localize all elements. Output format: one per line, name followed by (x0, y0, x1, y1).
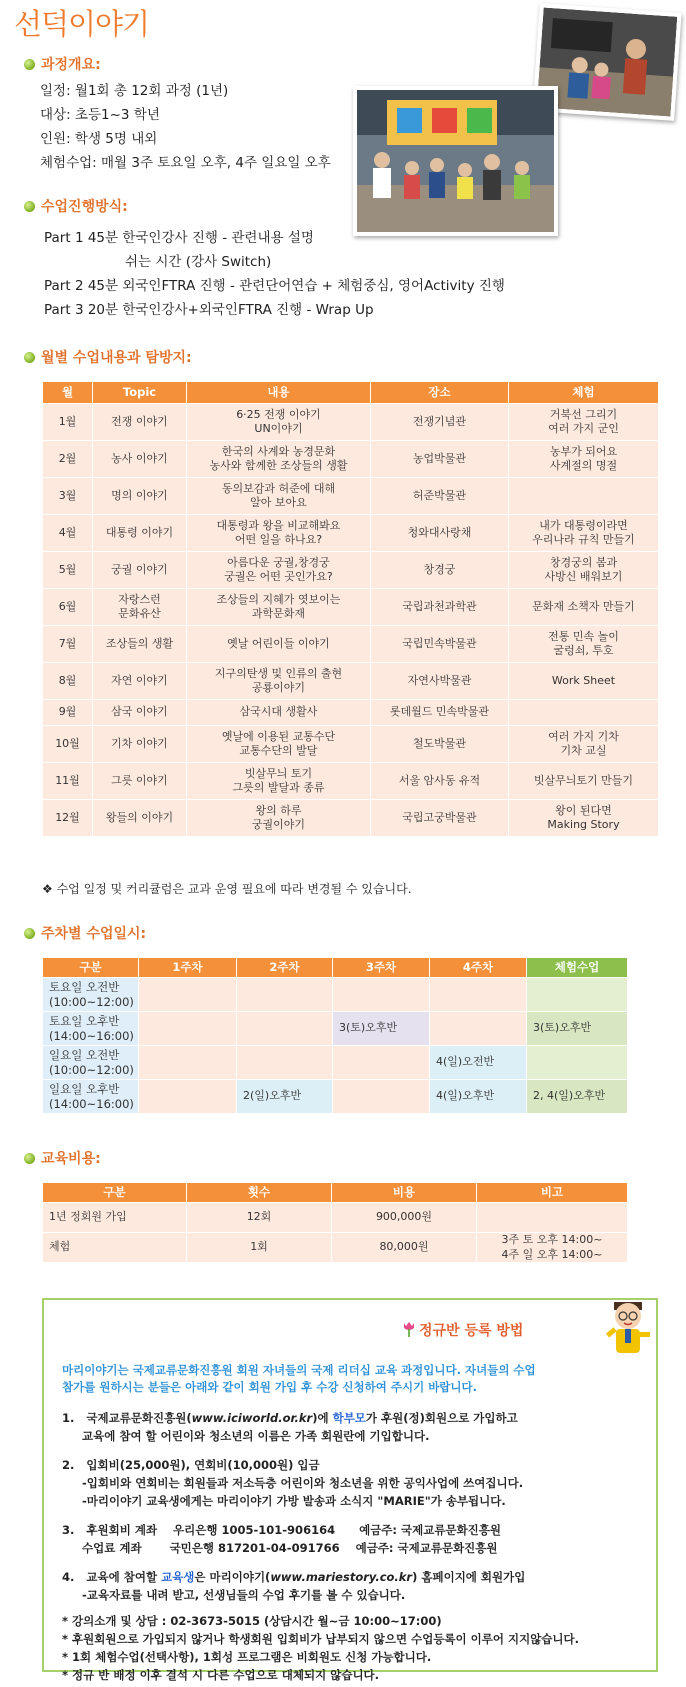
table-cell: 롯데월드 민속박물관 (371, 700, 509, 726)
table-cell: 2(일)오후반 (237, 1080, 333, 1114)
table-row (43, 700, 659, 726)
bullet-dot-icon (24, 201, 35, 212)
table-cell: 토요일 오후반 (14:00~16:00) (43, 1012, 139, 1046)
table-row (43, 478, 659, 515)
table-cell (430, 1012, 527, 1046)
table-cell: 11월 (43, 763, 93, 800)
table-cell: 농사 이야기 (93, 441, 187, 478)
step-4: 4. 교육에 참여할 교육생은 마리이야기(www.mariestory.co.kr) 홈페이지에 회원가입 (62, 1570, 526, 1584)
table-cell: 내가 대통령이라면 우리나라 규칙 만들기 (509, 515, 659, 552)
table-cell: 6월 (43, 589, 93, 626)
monthly-heading: 월별 수업내용과 탐방지: (24, 347, 192, 367)
cost-table (42, 1182, 628, 1263)
table-cell: 문화재 소책자 만들기 (509, 589, 659, 626)
registration-note: * 1회 체험수업(선택사항), 1회성 프로그램은 비회원도 신청 가능합니다. (62, 1650, 432, 1664)
table-cell (139, 1046, 237, 1080)
table-cell: 국립고궁박물관 (371, 800, 509, 837)
table-cell: 그릇 이야기 (93, 763, 187, 800)
table-cell: 빗살무늬토기 만들기 (509, 763, 659, 800)
table-cell: 아름다운 궁궐,창경궁 궁궐은 어떤 곳인가요? (187, 552, 371, 589)
table-cell: 2, 4(일)오후반 (527, 1080, 628, 1114)
table-cell: 7월 (43, 626, 93, 663)
table-cell: 12회 (187, 1203, 332, 1233)
table-cell: 4(일)오후반 (430, 1080, 527, 1114)
table-cell: 자연사박물관 (371, 663, 509, 700)
bullet-dot-icon (24, 1153, 35, 1164)
table-row (43, 663, 659, 700)
table-row (43, 1012, 628, 1046)
table-cell: 900,000원 (332, 1203, 477, 1233)
table-header-cell: 내용 (187, 382, 371, 404)
table-cell: 일요일 오후반 (14:00~16:00) (43, 1080, 139, 1114)
activity-photo-1 (353, 86, 558, 236)
table-cell: 80,000원 (332, 1233, 477, 1263)
table-header-cell: 장소 (371, 382, 509, 404)
step-3: 3. 후원회비 계좌 우리은행 1005-101-906164 예금주: 국제교류문화진흥원 (62, 1523, 502, 1537)
weekly-heading: 주차별 수업일시: (24, 923, 146, 943)
table-cell: 3주 토 오후 14:00~ 4주 일 오후 14:00~ (477, 1233, 628, 1263)
table-cell: 2월 (43, 441, 93, 478)
table-cell: 조상들의 지혜가 엿보이는 과학문화재 (187, 589, 371, 626)
table-cell: 서울 암사동 유적 (371, 763, 509, 800)
overview-line: 인원: 학생 5명 내외 (40, 131, 158, 147)
table-cell: 옛날에 이용된 교통수단 교통수단의 발달 (187, 726, 371, 763)
step-1-detail: 교육에 참여 할 어린이와 청소년의 이름은 가족 회원란에 기입합니다. (82, 1429, 430, 1443)
table-cell: 8월 (43, 663, 93, 700)
table-cell: 3월 (43, 478, 93, 515)
table-cell: 왕들의 이야기 (93, 800, 187, 837)
table-cell (139, 1080, 237, 1114)
table-cell: 3(토)오후반 (527, 1012, 628, 1046)
table-cell: 창경궁 (371, 552, 509, 589)
table-cell (237, 1012, 333, 1046)
table-cell (139, 1012, 237, 1046)
table-cell: 국립민속박물관 (371, 626, 509, 663)
table-header-cell: 3주차 (333, 958, 430, 978)
table-cell: 국립과천과학관 (371, 589, 509, 626)
table-cell: 체험 (43, 1233, 187, 1263)
table-cell: 창경궁의 봄과 사방신 배워보기 (509, 552, 659, 589)
table-cell: 조상들의 생활 (93, 626, 187, 663)
table-cell: 농업박물관 (371, 441, 509, 478)
table-cell: 왕이 된다면 Making Story (509, 800, 659, 837)
table-header-cell: 1주차 (139, 958, 237, 978)
table-row (43, 1233, 628, 1263)
table-cell: 1월 (43, 404, 93, 441)
monthly-note: ❖ 수업 일정 및 커리큘럼은 교과 운영 필요에 따라 변경될 수 있습니다. (42, 882, 412, 896)
tulip-icon (402, 1321, 416, 1337)
table-cell (237, 1046, 333, 1080)
overview-line: 체험수업: 매월 3주 토요일 오후, 4주 일요일 오후 (40, 155, 331, 171)
table-cell (509, 478, 659, 515)
table-row (43, 1046, 628, 1080)
table-cell: 왕의 하루 궁궐이야기 (187, 800, 371, 837)
table-cell: 명의 이야기 (93, 478, 187, 515)
table-cell: 9월 (43, 700, 93, 726)
table-row (43, 1080, 628, 1114)
cost-heading: 교육비용: (24, 1148, 101, 1168)
table-cell: 빗살무늬 토기 그릇의 발달과 종류 (187, 763, 371, 800)
overview-heading: 과정개요: (24, 54, 101, 74)
table-header-cell: 2주차 (237, 958, 333, 978)
table-header-cell: 횟수 (187, 1183, 332, 1203)
table-header-cell: 월 (43, 382, 93, 404)
monthly-table (42, 381, 659, 837)
table-cell (333, 1080, 430, 1114)
table-cell: 1년 정회원 가입 (43, 1203, 187, 1233)
table-header-cell: 비고 (477, 1183, 628, 1203)
table-cell: 전통 민속 놀이 굴렁쇠, 투호 (509, 626, 659, 663)
table-cell: 전쟁 이야기 (93, 404, 187, 441)
table-cell (139, 978, 237, 1012)
table-cell (333, 1046, 430, 1080)
table-cell (333, 978, 430, 1012)
bullet-dot-icon (24, 59, 35, 70)
table-cell: 한국의 사계와 농경문화 농사와 함께한 조상들의 생활 (187, 441, 371, 478)
iciworld-link[interactable]: www.iciworld.or.kr (191, 1411, 313, 1425)
table-cell: 여러 가지 기차 기차 교실 (509, 726, 659, 763)
mariestory-link[interactable]: www.mariestory.co.kr (270, 1570, 413, 1584)
table-cell: 1회 (187, 1233, 332, 1263)
table-cell: 자연 이야기 (93, 663, 187, 700)
method-line: Part 2 45분 외국인FTRA 진행 - 관련단어연습 + 체험중심, 영어Activity 진행 (44, 278, 505, 294)
table-row (43, 978, 628, 1012)
table-cell: 대통령과 왕을 비교해봐요 어떤 일을 하나요? (187, 515, 371, 552)
registration-intro: 마리이야기는 국제교류문화진흥원 회원 자녀들의 국제 리더십 교육 과정입니다. 자녀들의 수업 (62, 1363, 536, 1377)
table-cell (430, 978, 527, 1012)
table-cell: 4(일)오전반 (430, 1046, 527, 1080)
table-cell: 삼국 이야기 (93, 700, 187, 726)
registration-note: * 강의소개 및 상담 : 02-3673-5015 (상담시간 월~금 10:00~17:00) (62, 1614, 442, 1628)
method-line: 쉬는 시간 (강사 Switch) (125, 254, 272, 270)
bullet-dot-icon (24, 928, 35, 939)
table-cell: Work Sheet (509, 663, 659, 700)
overview-line: 일정: 월1회 총 12회 과정 (1년) (40, 83, 229, 99)
table-cell: 3(토)오후반 (333, 1012, 430, 1046)
table-cell: 자랑스런 문화유산 (93, 589, 187, 626)
table-header-cell: 체험수업 (527, 958, 628, 978)
table-header-cell: 구분 (43, 958, 139, 978)
table-cell: 토요일 오전반 (10:00~12:00) (43, 978, 139, 1012)
table-header-cell: Topic (93, 382, 187, 404)
table-cell (237, 978, 333, 1012)
table-cell (527, 978, 628, 1012)
table-cell: 일요일 오전반 (10:00~12:00) (43, 1046, 139, 1080)
table-cell: 청와대사랑채 (371, 515, 509, 552)
table-row (43, 763, 659, 800)
table-header-cell: 체험 (509, 382, 659, 404)
step-1: 1. 국제교류문화진흥원(www.iciworld.or.kr)에 학부모가 후원(정)회원으로 가입하고 (62, 1411, 518, 1425)
table-cell: 5월 (43, 552, 93, 589)
table-cell: 옛날 어린이들 이야기 (187, 626, 371, 663)
step-3-detail: 수업료 계좌 국민은행 817201-04-091766 예금주: 국제교류문화진흥원 (82, 1541, 498, 1555)
table-cell (477, 1203, 628, 1233)
table-row (43, 404, 659, 441)
table-cell (527, 1046, 628, 1080)
table-cell: 10월 (43, 726, 93, 763)
table-row (43, 1203, 628, 1233)
page-title: 선덕이야기 (14, 7, 150, 41)
method-line: Part 1 45분 한국인강사 진행 - 관련내용 설명 (44, 230, 314, 246)
step-2-detail: -입회비와 연회비는 회원들과 저소득층 어린이와 청소년을 위한 공익사업에 쓰여집니다. (82, 1476, 524, 1490)
table-row (43, 626, 659, 663)
registration-title: 정규반 등록 방법 (419, 1323, 524, 1339)
method-line: Part 3 20분 한국인강사+외국인FTRA 진행 - Wrap Up (44, 302, 374, 318)
step-2: 2. 입회비(25,000원), 연회비(10,000원) 입금 (62, 1458, 320, 1472)
table-cell: 궁궐 이야기 (93, 552, 187, 589)
table-row (43, 515, 659, 552)
table-cell: 허준박물관 (371, 478, 509, 515)
table-cell: 삼국시대 생활사 (187, 700, 371, 726)
table-row (43, 552, 659, 589)
table-cell: 거북선 그리기 여러 가지 군인 (509, 404, 659, 441)
table-row (43, 726, 659, 763)
table-row (43, 589, 659, 626)
teacher-character-icon (598, 1296, 656, 1358)
table-cell: 전쟁기념관 (371, 404, 509, 441)
registration-note: * 후원회원으로 가입되지 않거나 학생회원 입회비가 납부되지 않으면 수업등록이 이루어 지지않습니다. (62, 1632, 579, 1646)
table-cell: 지구의탄생 및 인류의 출현 공룡이야기 (187, 663, 371, 700)
weekly-table (42, 957, 628, 1114)
bullet-dot-icon (24, 352, 35, 363)
step-2-detail: -마리이야기 교육생에게는 마리이야기 가방 발송과 소식지 "MARIE"가 송부됩니다. (82, 1494, 506, 1508)
table-cell: 12월 (43, 800, 93, 837)
table-header-cell: 비용 (332, 1183, 477, 1203)
registration-note: * 정규 반 배정 이후 결석 시 다른 수업으로 대체되지 않습니다. (62, 1668, 380, 1682)
table-cell: 4월 (43, 515, 93, 552)
overview-line: 대상: 초등1~3 학년 (40, 107, 160, 123)
table-cell: 철도박물관 (371, 726, 509, 763)
table-cell: 대통령 이야기 (93, 515, 187, 552)
table-cell: 6·25 전쟁 이야기 UN이야기 (187, 404, 371, 441)
table-cell: 동의보감과 허준에 대해 알아 보아요 (187, 478, 371, 515)
table-cell: 기차 이야기 (93, 726, 187, 763)
table-cell (509, 700, 659, 726)
table-row (43, 800, 659, 837)
table-cell: 농부가 되어요 사계절의 명절 (509, 441, 659, 478)
method-heading: 수업진행방식: (24, 196, 128, 216)
table-row (43, 441, 659, 478)
table-header-cell: 구분 (43, 1183, 187, 1203)
table-header-cell: 4주차 (430, 958, 527, 978)
step-4-detail: -교육자료를 내려 받고, 선생님들의 수업 후기를 볼 수 있습니다. (82, 1588, 406, 1602)
registration-intro: 참가를 원하시는 분들은 아래와 같이 회원 가입 후 수강 신청하여 주시기 바랍니다. (62, 1380, 478, 1394)
